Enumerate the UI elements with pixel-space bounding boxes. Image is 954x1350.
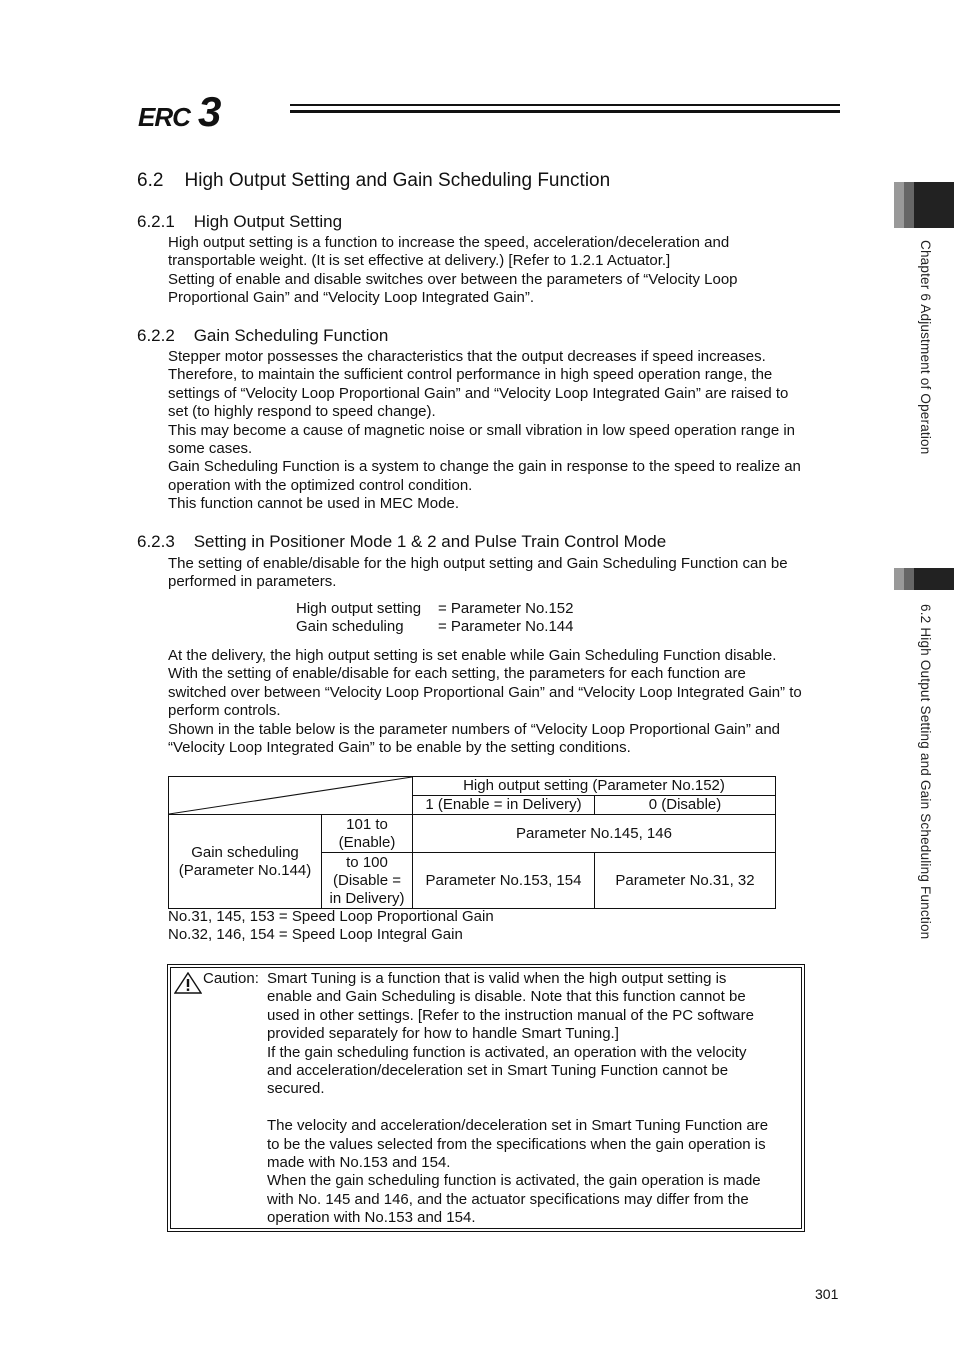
heading-6-2-1: 6.2.1 High Output Setting	[137, 212, 343, 231]
text-line: some cases.	[168, 440, 253, 458]
paragraph-6-2-2	[168, 348, 844, 514]
text-line: operation with the optimized control condition.	[168, 476, 473, 494]
text-line: Proportional Gain” and “Velocity Loop Integrated Gain”.	[168, 289, 535, 307]
caution-label: Caution:	[203, 970, 259, 987]
text-line: settings of “Velocity Loop Proportional Gain” and “Velocity Loop Integrated Gain” are raised to	[168, 384, 789, 402]
side-section-label: 6.2 High Output Setting and Gain Scheduling Function	[918, 604, 933, 940]
caution-line: enable and Gain Scheduling is disable. Note that this function cannot be	[267, 988, 746, 1006]
section-title: 6.2 High Output Setting and Gain Scheduling Function	[137, 170, 611, 191]
text-line: With the setting of enable/disable for each setting, the parameters for each function are	[168, 665, 746, 683]
table-header-cell: 1 (Enable = in Delivery)	[413, 796, 595, 815]
table-header-cell: 0 (Disable)	[595, 796, 776, 815]
cell-line: (Enable)	[338, 833, 396, 851]
table-row-header	[169, 815, 322, 909]
parameter-label: High output setting	[296, 600, 422, 617]
parameter-table	[168, 776, 776, 909]
caution-line: Smart Tuning is a function that is valid when the high output setting is	[267, 970, 727, 987]
parameter-row	[296, 618, 574, 636]
table-row	[169, 815, 776, 853]
caution-line: operation with No.153 and 154.	[267, 1209, 476, 1227]
text-line: Shown in the table below is the parameter numbers of “Velocity Loop Proportional Gain” and	[168, 720, 781, 738]
text-line: Gain Scheduling Function is a system to change the gain in response to the speed to realize an	[168, 458, 801, 476]
cell-line: in Delivery)	[329, 889, 405, 907]
caution-line: When the gain scheduling function is activated, the gain operation is made	[267, 1172, 761, 1190]
table-row	[169, 777, 776, 796]
text-line: switched over between “Velocity Loop Proportional Gain” and “Velocity Loop Integrated Gain” to	[168, 683, 802, 701]
paragraph-6-2-1	[168, 234, 844, 308]
heading-6-2-2: 6.2.2 Gain Scheduling Function	[137, 326, 389, 345]
diagonal-line	[169, 777, 412, 814]
note-line: No.32, 146, 154 = Speed Loop Integral Gain	[168, 926, 463, 944]
text-line: Therefore, to maintain the sufficient control performance in high speed operation range, the	[168, 366, 773, 384]
paragraph-6-2-3-intro	[168, 555, 844, 592]
heading-6-2-3: 6.2.3 Setting in Positioner Mode 1 & 2 and Pulse Train Control Mode	[137, 532, 667, 551]
page-number: 301	[815, 1286, 839, 1302]
caution-line: made with No.153 and 154.	[267, 1154, 451, 1172]
caution-line: provided separately for how to handle Smart Tuning.]	[267, 1025, 619, 1043]
caution-line: If the gain scheduling function is activated, an operation with the velocity	[267, 1043, 747, 1061]
table-cell: Parameter No.31, 32	[595, 853, 776, 909]
row-header-line: (Parameter No.144)	[178, 861, 312, 879]
parameter-value: = Parameter No.144	[438, 618, 574, 636]
text-line: “Velocity Loop Integrated Gain” to be enable by the setting conditions.	[168, 739, 631, 757]
caution-line: with No. 145 and 146, and the actuator specifications may differ from the	[267, 1190, 749, 1208]
warning-triangle-icon	[174, 972, 202, 994]
table-header-cell: High output setting (Parameter No.152)	[413, 777, 776, 796]
table-notes	[168, 908, 494, 945]
text-line: performed in parameters.	[168, 573, 337, 591]
text-line: Setting of enable and disable switches over between the parameters of “Velocity Loop	[168, 270, 738, 288]
text-line: The setting of enable/disable for the high output setting and Gain Scheduling Function can be	[168, 555, 788, 572]
row-header-line: Gain scheduling	[191, 843, 299, 861]
table-cell	[322, 815, 413, 853]
side-chapter-label: Chapter 6 Adjustment of Operation	[918, 240, 933, 455]
text-line: Stepper motor possesses the characteristics that the output decreases if speed increases.	[168, 348, 766, 365]
caution-line: used in other settings. [Refer to the instruction manual of the PC software	[267, 1006, 754, 1024]
parameter-value: = Parameter No.152	[438, 600, 574, 617]
table-corner-cell	[169, 777, 413, 815]
text-line: set (to highly respond to speed change).	[168, 403, 436, 421]
svg-text:ERC: ERC	[138, 102, 190, 132]
text-line: High output setting is a function to increase the speed, acceleration/deceleration and	[168, 234, 730, 251]
erc3-logo	[136, 92, 276, 132]
text-line: transportable weight. (It is set effective at delivery.) [Refer to 1.2.1 Actuator.]	[168, 252, 671, 270]
section-tab	[894, 568, 954, 590]
caution-line: secured.	[267, 1080, 325, 1098]
text-line: At the delivery, the high output setting is set enable while Gain Scheduling Function disable.	[168, 647, 777, 664]
header-rule	[290, 104, 840, 116]
table-cell	[322, 853, 413, 909]
caution-line: and acceleration/deceleration set in Smart Tuning Function cannot be	[267, 1062, 729, 1080]
cell-line: to 100	[346, 853, 388, 871]
paragraph-6-2-3-body	[168, 647, 844, 757]
caution-line: The velocity and acceleration/deceleration set in Smart Tuning Function are	[267, 1117, 769, 1135]
caution-blank-line	[267, 1099, 807, 1117]
chapter-tab	[894, 182, 954, 228]
parameter-list	[296, 600, 574, 637]
table-cell: Parameter No.153, 154	[413, 853, 595, 909]
caution-text	[267, 970, 807, 1228]
parameter-label: Gain scheduling	[296, 618, 404, 636]
svg-text:3: 3	[198, 92, 222, 132]
table-cell: Parameter No.145, 146	[413, 815, 776, 853]
note-line: No.31, 145, 153 = Speed Loop Proportional Gain	[168, 908, 494, 925]
cell-line: (Disable =	[333, 871, 401, 889]
text-line: This may become a cause of magnetic noise or small vibration in low speed operation range in	[168, 421, 795, 439]
text-line: This function cannot be used in MEC Mode.	[168, 495, 459, 513]
text-line: perform controls.	[168, 702, 281, 720]
parameter-row	[296, 600, 574, 618]
cell-line: 101 to	[346, 815, 388, 833]
caution-line: to be the values selected from the specifications when the gain operation is	[267, 1135, 766, 1153]
